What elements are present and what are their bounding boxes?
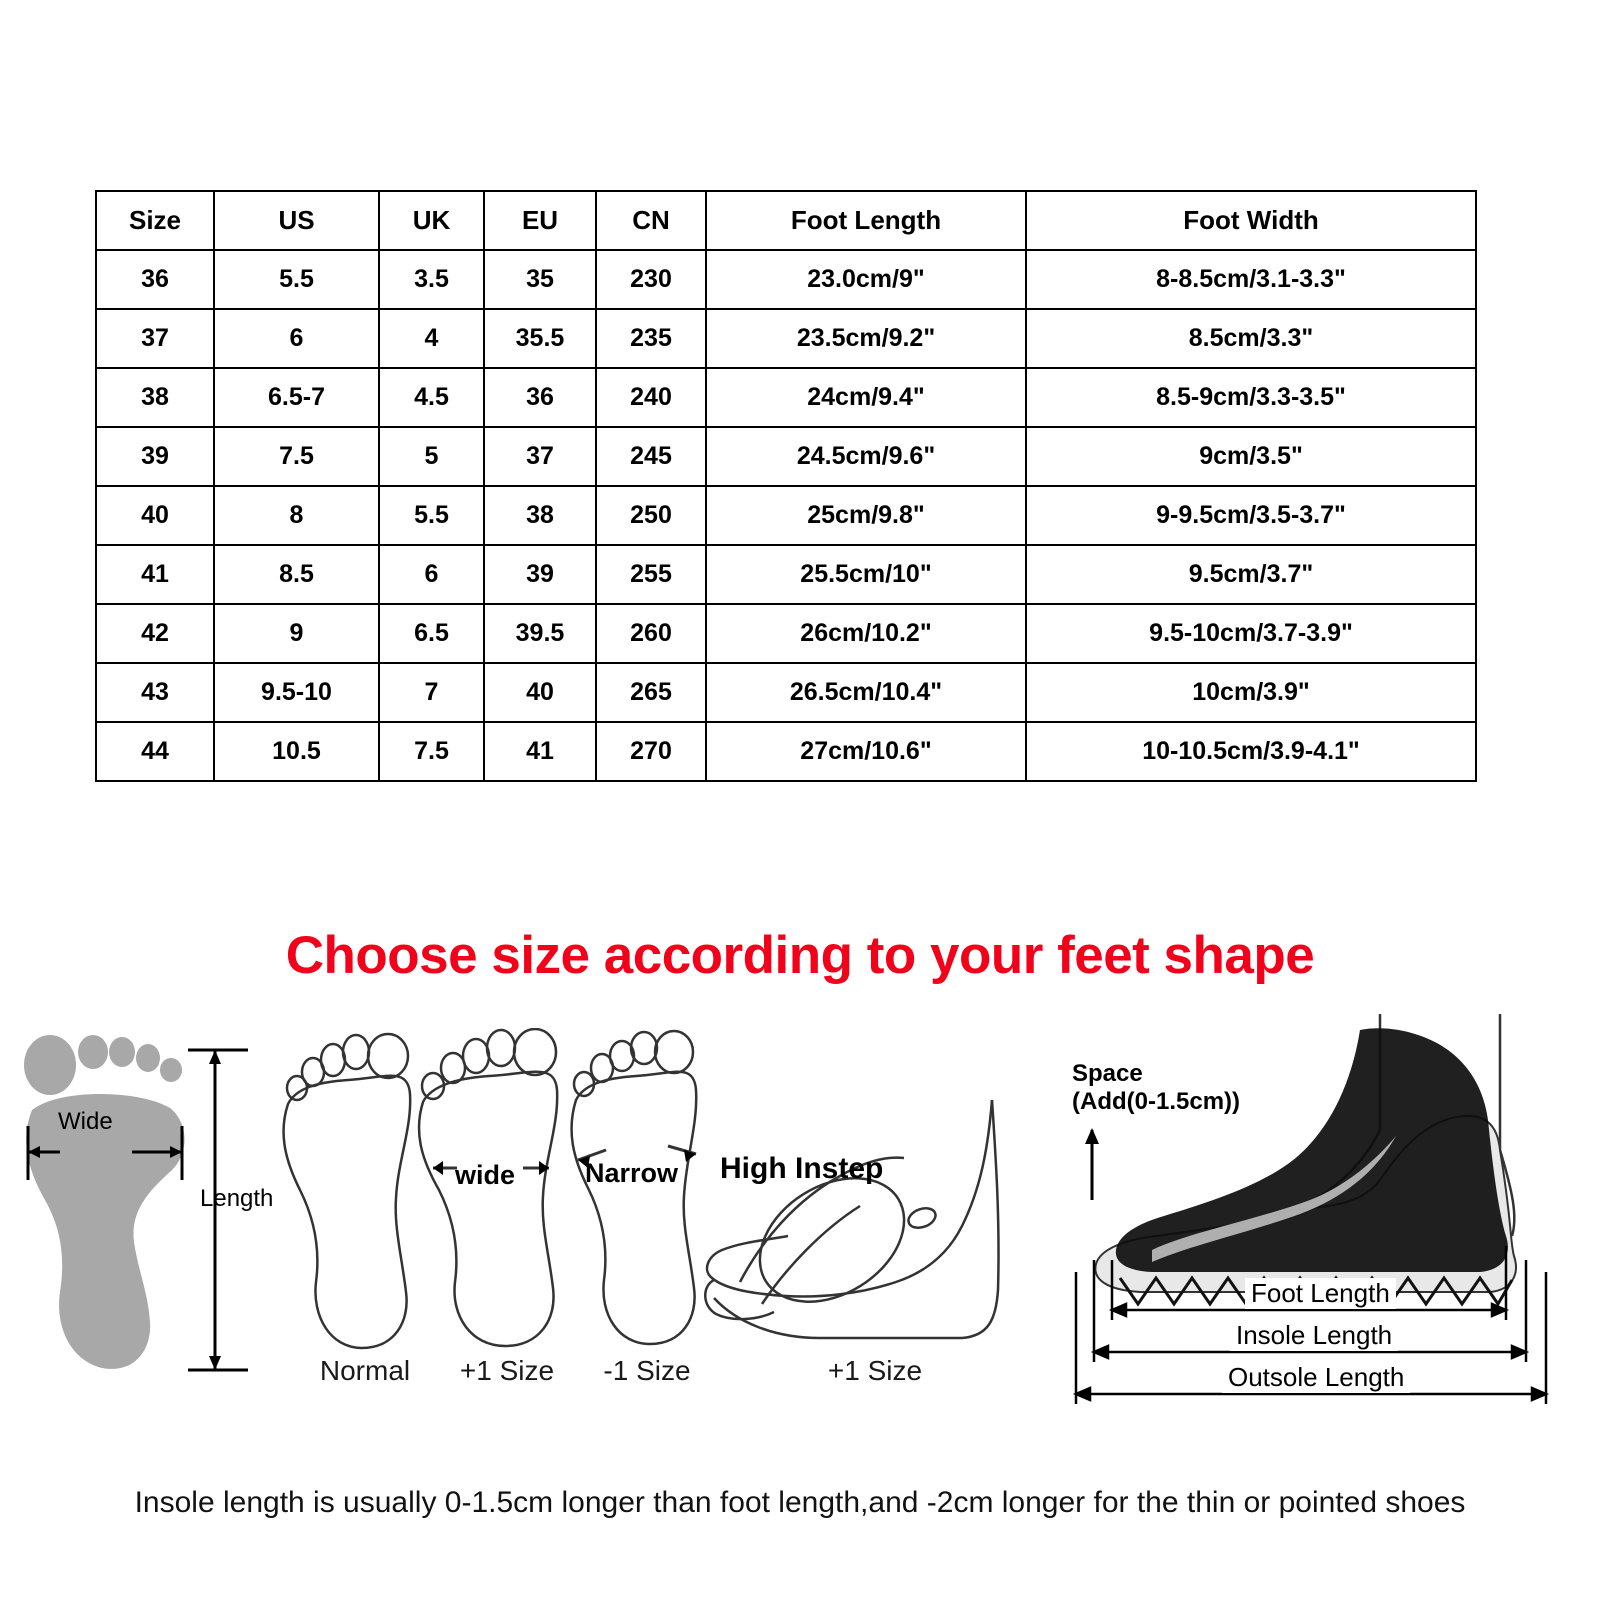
cell-us: 9 <box>214 604 379 663</box>
cell-cn: 265 <box>596 663 706 722</box>
cell-eu: 38 <box>484 486 596 545</box>
cell-size: 39 <box>96 427 214 486</box>
cell-cn: 230 <box>596 250 706 309</box>
column-header-size: Size <box>96 191 214 250</box>
cell-size: 44 <box>96 722 214 781</box>
cell-size: 40 <box>96 486 214 545</box>
cell-cn: 240 <box>596 368 706 427</box>
cell-cn: 270 <box>596 722 706 781</box>
table-row <box>96 250 1476 309</box>
cell-uk: 6.5 <box>379 604 484 663</box>
high-instep-plus-one-caption: +1 Size <box>827 1355 923 1386</box>
table-row <box>96 368 1476 427</box>
cell-size: 37 <box>96 309 214 368</box>
cell-uk: 7 <box>379 663 484 722</box>
cell-size: 41 <box>96 545 214 604</box>
high-instep-diagram <box>700 1090 1000 1350</box>
cell-uk: 7.5 <box>379 722 484 781</box>
column-header-uk: UK <box>379 191 484 250</box>
table-row <box>96 604 1476 663</box>
insole-length-label: Insole Length <box>1230 1320 1398 1351</box>
cell-uk: 3.5 <box>379 250 484 309</box>
cell-cn: 235 <box>596 309 706 368</box>
cell-uk: 6 <box>379 545 484 604</box>
table-row <box>96 722 1476 781</box>
table-row <box>96 545 1476 604</box>
cell-foot-length: 23.0cm/9" <box>706 250 1026 309</box>
wide-arrow-label: wide <box>455 1160 516 1190</box>
cell-eu: 37 <box>484 427 596 486</box>
column-header-eu: EU <box>484 191 596 250</box>
normal-foot-outline <box>278 1030 428 1360</box>
cell-us: 8 <box>214 486 379 545</box>
cell-foot-width: 8.5-9cm/3.3-3.5" <box>1026 368 1476 427</box>
table-header-row <box>96 191 1476 250</box>
space-label <box>1072 1060 1240 1115</box>
cell-foot-width: 10cm/3.9" <box>1026 663 1476 722</box>
table-row <box>96 486 1476 545</box>
cell-foot-length: 27cm/10.6" <box>706 722 1026 781</box>
foot-shape-diagrams <box>0 1000 1600 1430</box>
footer-note: Insole length is usually 0-1.5cm longer than foot length,and -2cm longer for the thin or pointed shoes <box>134 1486 1466 1519</box>
cell-size: 42 <box>96 604 214 663</box>
high-instep-label: High Instep <box>720 1152 884 1185</box>
cell-foot-width: 9cm/3.5" <box>1026 427 1476 486</box>
foot-length-label: Foot Length <box>1245 1278 1396 1309</box>
cell-foot-width: 9-9.5cm/3.5-3.7" <box>1026 486 1476 545</box>
cell-size: 36 <box>96 250 214 309</box>
cell-eu: 36 <box>484 368 596 427</box>
cell-eu: 39 <box>484 545 596 604</box>
column-header-cn: CN <box>596 191 706 250</box>
cell-cn: 250 <box>596 486 706 545</box>
cell-foot-length: 24cm/9.4" <box>706 368 1026 427</box>
narrow-minus-one-caption: -1 Size <box>603 1355 691 1386</box>
cell-foot-width: 9.5cm/3.7" <box>1026 545 1476 604</box>
table-row <box>96 663 1476 722</box>
size-chart-table-container <box>95 190 1475 782</box>
cell-uk: 4.5 <box>379 368 484 427</box>
cell-foot-length: 26.5cm/10.4" <box>706 663 1026 722</box>
cell-eu: 40 <box>484 663 596 722</box>
table-row <box>96 427 1476 486</box>
cell-size: 38 <box>96 368 214 427</box>
cell-eu: 41 <box>484 722 596 781</box>
table-row <box>96 309 1476 368</box>
cell-eu: 39.5 <box>484 604 596 663</box>
wide-foot-outline <box>415 1028 575 1358</box>
section-headline: Choose size according to your feet shape <box>285 926 1315 985</box>
cell-us: 6.5-7 <box>214 368 379 427</box>
outsole-length-label: Outsole Length <box>1222 1362 1410 1393</box>
cell-foot-length: 24.5cm/9.6" <box>706 427 1026 486</box>
cell-us: 5.5 <box>214 250 379 309</box>
column-header-foot-length: Foot Length <box>706 191 1026 250</box>
cell-cn: 245 <box>596 427 706 486</box>
column-header-foot-width: Foot Width <box>1026 191 1476 250</box>
cell-foot-length: 25.5cm/10" <box>706 545 1026 604</box>
cell-foot-length: 25cm/9.8" <box>706 486 1026 545</box>
cell-us: 8.5 <box>214 545 379 604</box>
narrow-arrow-label: Narrow <box>585 1158 679 1188</box>
cell-foot-width: 8.5cm/3.3" <box>1026 309 1476 368</box>
length-measure-label: Length <box>200 1185 274 1212</box>
cell-foot-width: 8-8.5cm/3.1-3.3" <box>1026 250 1476 309</box>
normal-caption: Normal <box>319 1355 411 1386</box>
cell-foot-width: 10-10.5cm/3.9-4.1" <box>1026 722 1476 781</box>
wide-plus-one-caption: +1 Size <box>459 1355 555 1386</box>
cell-size: 43 <box>96 663 214 722</box>
space-label-sub: (Add(0-1.5cm)) <box>1072 1087 1241 1115</box>
cell-eu: 35 <box>484 250 596 309</box>
cell-cn: 255 <box>596 545 706 604</box>
cell-cn: 260 <box>596 604 706 663</box>
cell-uk: 5 <box>379 427 484 486</box>
space-label-title: Space <box>1072 1060 1143 1087</box>
cell-foot-length: 23.5cm/9.2" <box>706 309 1026 368</box>
wide-measure-label: Wide <box>58 1108 113 1135</box>
cell-us: 9.5-10 <box>214 663 379 722</box>
narrow-foot-outline <box>562 1028 712 1358</box>
size-chart-table <box>95 190 1477 782</box>
cell-eu: 35.5 <box>484 309 596 368</box>
cell-us: 6 <box>214 309 379 368</box>
cell-uk: 4 <box>379 309 484 368</box>
cell-foot-length: 26cm/10.2" <box>706 604 1026 663</box>
cell-foot-width: 9.5-10cm/3.7-3.9" <box>1026 604 1476 663</box>
cell-us: 7.5 <box>214 427 379 486</box>
cell-us: 10.5 <box>214 722 379 781</box>
cell-uk: 5.5 <box>379 486 484 545</box>
column-header-us: US <box>214 191 379 250</box>
